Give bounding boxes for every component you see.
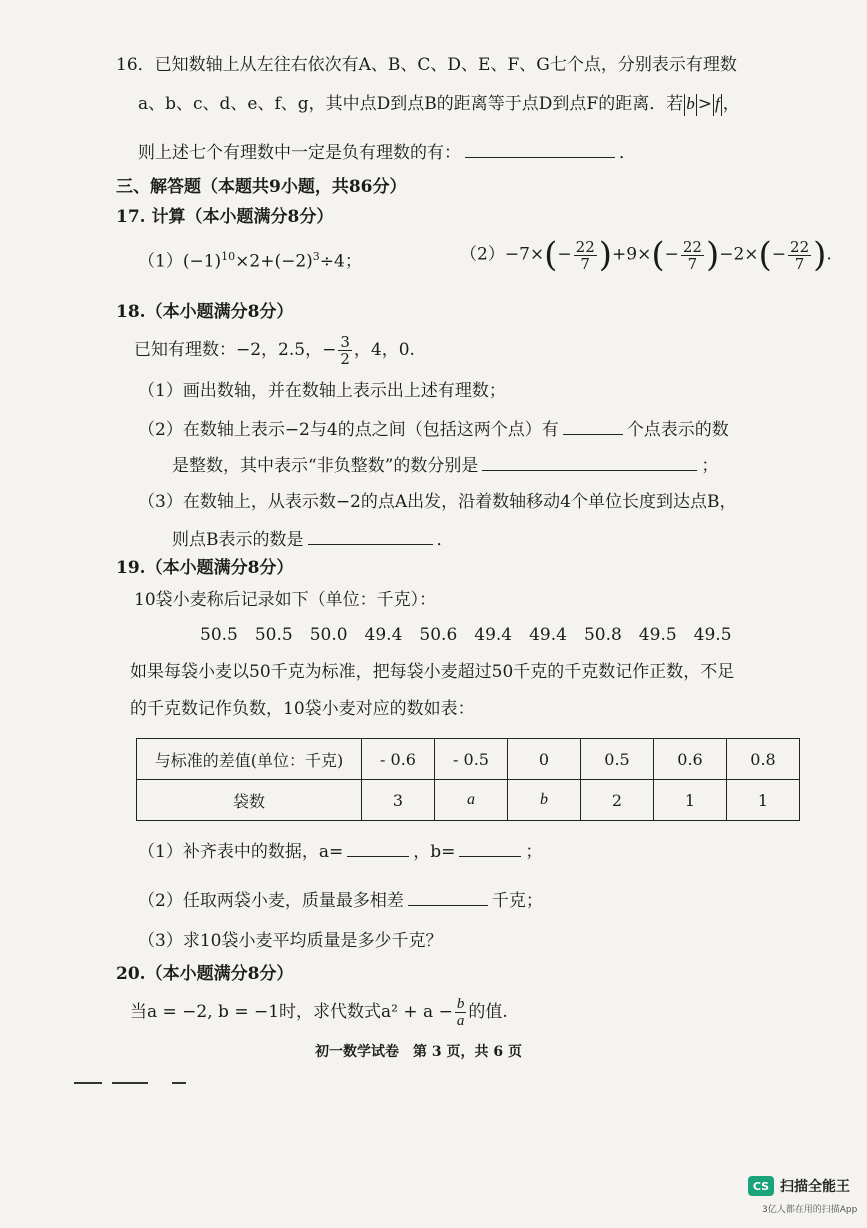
q17-part1: $(1)(-1)^{10}\times 2+(-2)^3\div 4$； [138,250,362,272]
camscanner-name: 扫描全能王 [780,1179,850,1195]
q20-text-a: 当a = −2, b = −1时，求代数式a² + a − [130,1002,453,1022]
table-cell-b: b [508,780,581,821]
q18-sub2-text-d: ； [701,456,719,476]
q20-text [130,996,508,1029]
q18-sub3-line2 [172,526,454,552]
q18-sub3-text-c: ． [436,530,454,550]
q20-title: 20.（本小题满分8分） [116,964,294,984]
q17-title: 17. 计算（本小题满分8分） [116,207,334,227]
q19-desc2: 的千克数记作负数，10袋小麦对应的数如表： [130,699,475,719]
table-cell: 0.8 [727,739,800,780]
q19-sub1-text-a: （1）补齐表中的数据，a= [138,842,344,862]
q18-pointb-blank[interactable] [308,526,433,545]
table-cell: 1 [654,780,727,821]
table-header-diff: 与标准的差值(单位：千克) [137,739,362,780]
camscanner-logo-icon: CS [748,1176,774,1196]
q16-line3-text: 则上述七个有理数中一定是负有理数的有： [138,143,461,163]
q16-abs-b: b [686,94,695,113]
table-cell: 3 [362,780,435,821]
q17-part1-label: （1） [138,251,183,272]
table-cell: - 0.6 [362,739,435,780]
table-cell: 0.5 [581,739,654,780]
table-cell: 2 [581,780,654,821]
table-cell: 0.6 [654,739,727,780]
page-footer: 初一数学试卷 第 3 页，共 6 页 [315,1044,522,1060]
camscanner-tagline: 3亿人都在用的扫描App [762,1205,858,1215]
q16-line3: 则上述七个有理数中一定是负有理数的有： ． [138,139,636,165]
section3-heading: 三、解答题（本题共9小题，共86分） [116,177,407,197]
q17-part2: （2）−7×(− $\frac{22}{7}$ )+9×(− $\frac{22}{7}$ )−2×(− $\frac{22}{7}$ ). [460,235,832,275]
q16-line1: 16．已知数轴上从左往右依次有A、B、C、D、E、F、G七个点，分别表示有理数 [116,55,737,75]
q18-sub3-line1: （3）在数轴上，从表示数−2的点A出发，沿着数轴移动4个单位长度到达点B， [138,492,737,512]
q20-text-b: 的值. [468,1002,508,1022]
q16-abs-f: f [714,94,720,113]
q18-sub2-line1 [138,416,729,442]
q18-sub3-text-b: 则点B表示的数是 [172,530,304,550]
q19-b-blank[interactable] [459,838,521,857]
q19-sub2-text-b: 千克； [491,891,543,911]
q18-frac-num: 3 [340,333,350,351]
q16-line2: a、b、c、d、e、f、g，其中点D到点B的距离等于点D到点F的距离．若 b > f ， [138,94,740,114]
q18-sub2-text-a: （2）在数轴上表示−2与4的点之间（包括这两个点）有 [138,420,559,440]
q18-sub2-text-b: 个点表示的数 [626,420,729,440]
q18-given-a: 已知有理数：−2，2.5，− [134,340,337,360]
q19-intro: 10袋小麦称后记录如下（单位：千克）： [134,590,437,610]
camscanner-watermark [748,1176,850,1196]
q19-sub3: （3）求10袋小麦平均质量是多少千克？ [138,931,443,951]
q19-desc1: 如果每袋小麦以50千克为标准，把每袋小麦超过50千克的千克数记作正数，不足 [130,662,735,682]
q19-sub1 [138,838,542,864]
q19-sub1-text-b: ，b= [413,842,456,862]
q20-frac-den: a [456,1013,465,1029]
q19-sub1-text-c: ； [525,842,543,862]
q18-count-blank[interactable] [563,416,623,435]
footer-dash [74,1082,102,1084]
footer-dash [112,1082,148,1084]
footer-dash [172,1082,186,1084]
q19-sub2 [138,887,543,913]
table-cell: 0 [508,739,581,780]
q20-frac-num: b [456,996,465,1012]
table-row [137,780,800,821]
q19-weights: 50.5 50.5 50.0 49.4 50.6 49.4 49.4 50.8 49.5 49.5 [200,625,732,645]
q19-a-blank[interactable] [347,838,409,857]
q18-sub2-text-c: 是整数，其中表示“非负整数”的数分别是 [172,456,479,476]
q18-given [134,334,415,367]
table-cell: - 0.5 [435,739,508,780]
q19-sub2-text-a: （2）任取两袋小麦，质量最多相差 [138,891,404,911]
q19-table [136,738,800,821]
q17-part2-label: （2） [460,244,505,265]
table-header-count: 袋数 [137,780,362,821]
q19-title: 19.（本小题满分8分） [116,558,294,578]
q18-given-b: ，4，0. [353,340,415,360]
q18-title: 18.（本小题满分8分） [116,302,294,322]
table-row [137,739,800,780]
q18-sub2-line2 [172,452,718,478]
q18-nonneg-blank[interactable] [482,452,697,471]
q18-frac-den: 2 [340,350,350,368]
table-cell-a: a [435,780,508,821]
q19-maxdiff-blank[interactable] [408,887,488,906]
q16-line2-text: a、b、c、d、e、f、g，其中点D到点B的距离等于点D到点F的距离．若 [138,94,684,114]
q16-answer-blank[interactable] [465,139,615,158]
q18-sub1: （1）画出数轴，并在数轴上表示出上述有理数； [138,381,506,401]
table-cell: 1 [727,780,800,821]
